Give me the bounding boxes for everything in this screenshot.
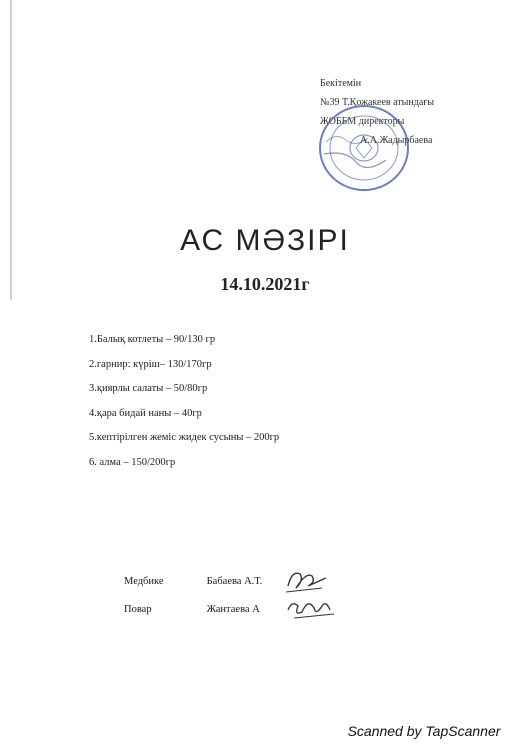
approval-line-3: ЖОББМ директоры bbox=[320, 116, 405, 127]
menu-item: 4.қара бидай наны – 40гр bbox=[89, 407, 202, 419]
signature-name: Жантаева А bbox=[206, 604, 260, 615]
approval-line-1: Бекітемін bbox=[320, 78, 362, 89]
menu-item: 3.қиярлы салаты – 50/80гр bbox=[89, 383, 208, 394]
signature-row-cook bbox=[124, 604, 260, 615]
menu-item: 2.гарнир: күріш– 130/170гр bbox=[89, 358, 212, 370]
menu-list bbox=[89, 334, 279, 481]
signature-name: Бабаева А.Т. bbox=[206, 576, 263, 587]
menu-item: 5.кептірілген жеміс жидек сусыны – 200гр bbox=[89, 432, 280, 443]
scanner-watermark: Scanned by TapScanner bbox=[320, 716, 528, 746]
approval-line-2: №39 Т.Қожакеев атындағы bbox=[320, 97, 435, 108]
menu-item: 1.Балық котлеты – 90/130 гр bbox=[89, 334, 216, 345]
approval-line-4: А.А.Жадырбаева bbox=[360, 135, 433, 146]
document-title: АС МӘЗІРІ bbox=[180, 224, 350, 257]
menu-item: 6. алма – 150/200гр bbox=[89, 456, 176, 468]
signature-mark-nurse bbox=[282, 566, 332, 596]
signature-row-nurse bbox=[124, 576, 262, 587]
signature-mark-cook bbox=[284, 594, 340, 622]
school-seal-stamp bbox=[316, 102, 416, 196]
document-date: 14.10.2021г bbox=[220, 274, 310, 294]
signature-role: Медбике bbox=[124, 576, 164, 587]
signature-role: Повар bbox=[124, 604, 152, 615]
